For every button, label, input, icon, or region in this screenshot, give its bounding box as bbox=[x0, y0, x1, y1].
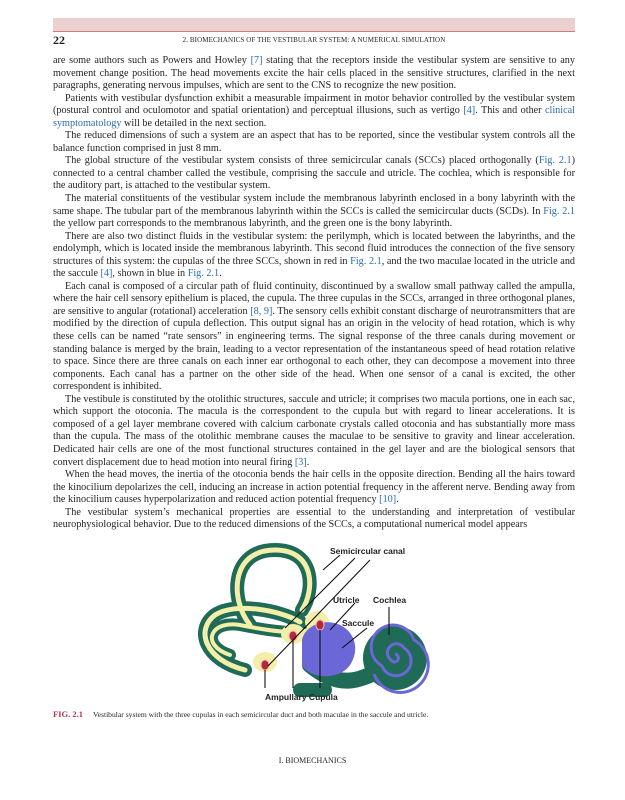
text-run: When the head moves, the inertia of the otoconia bends the hair cells in the opposite direction. Bending all the hairs toward the kinocilium depolarizes the cell, inducing an increase in action potential frequency in the afferent nerve. Bending away from the kinocilium causes hyperpolarization and reduced action potential frequency bbox=[53, 469, 575, 506]
label-semicircular-canal: Semicircular canal bbox=[330, 546, 406, 556]
reference-link[interactable]: clinical symptomatology bbox=[53, 105, 575, 129]
text-run: stating that the receptors inside the vestibular system are sensitive to any movement change position. The head movements excite the hair cells placed in the sensitive structures, clarified in the next paragraphs, generating nervous impulses, which are sent to the CNS to recognize the new position. bbox=[53, 55, 575, 92]
text-run: The vestibule is constituted by the otolithic structures, saccule and utricle; it comprises two macula portions, one in each sac, which support the otoconia. The macula is the correspondent to the cupula but with regard to linear accelerations. It is composed of a gel layer membrane covered with calcium carbonate crystals called otoconia and has substantially more mass than the cupula. The mass of the otolithic membrane causes the maculae to be sensitive to gravity and linear acceleration. Dedicated hair cells are one of the most functional structures contained in the gel layer and are the biological sensors that convert displacement due to head motion into neural firing bbox=[53, 393, 575, 468]
text-run: Patients with vestibular dysfunction exhibit a measurable impairment in motor behavior controlled by the vestibular system (postural control and oculomotor and spatial orientation) and perceptual illusions, such as vertigo bbox=[53, 92, 575, 117]
reference-link[interactable]: [10] bbox=[379, 494, 397, 506]
text-run: . bbox=[396, 494, 399, 506]
text-run: The global structure of the vestibular system consists of three semicircular canals (SCCs) placed orthogonally ( bbox=[65, 155, 539, 167]
page-number: 22 bbox=[53, 33, 65, 47]
text-run: , shown in blue in bbox=[112, 268, 188, 280]
text-run: , and the two maculae located in the utricle and the saccule bbox=[53, 255, 576, 280]
paragraph bbox=[53, 469, 575, 507]
reference-link[interactable]: Fig. 2.1 bbox=[350, 255, 382, 267]
paragraph bbox=[53, 507, 575, 532]
membranous-labyrinth bbox=[205, 550, 310, 670]
vestibule bbox=[302, 622, 355, 676]
label-saccule: Saccule bbox=[342, 618, 375, 628]
cochlea bbox=[363, 625, 428, 692]
text-run: The vestibular system’s mechanical properties are essential to the understanding and interpretation of vestibular neurophysiological behavior. Due to the reduced dimensions of the SCCs, a computational numerical model appears bbox=[53, 506, 575, 531]
paragraph bbox=[53, 231, 575, 281]
text-run: the yellow part corresponds to the membranous labyrinth, and the green one is the bony labyrinth. bbox=[53, 218, 453, 230]
text-run: . bbox=[219, 268, 222, 280]
text-run: . bbox=[306, 456, 310, 468]
vestibular-system-figure bbox=[190, 540, 440, 710]
text-run: . This and other bbox=[475, 105, 545, 117]
label-utricle: Utricle bbox=[333, 595, 360, 605]
text-run: . The sensory cells exhibit constant discharge of neurotransmitters that are modified by the direction of cupula deflection. This output signal has an origin in the velocity of head rotation, which is why these cells can be named “rate sensors” in engineering terms. The signal response of the three canals during movement or standing balance is merged by the brain, leading to a vector representation of the instantaneous speed of head rotation relative to space. Since there are three canals on each inner ear orthogonal to each other, they can decompose a movement into three components. Each canal has a partner on the other side of the head. When one sensor of a canal is excited, the other correspondent is inhibited. bbox=[53, 305, 575, 393]
header-band bbox=[53, 18, 575, 32]
paragraph bbox=[53, 193, 575, 231]
caption-text: Vestibular system with the three cupulas in each semicircular duct and both maculae in the saccule and utricle. bbox=[93, 710, 429, 719]
paragraph bbox=[53, 93, 575, 131]
figure-caption bbox=[53, 709, 575, 719]
paragraph bbox=[53, 130, 575, 155]
part-footer: I. BIOMECHANICS bbox=[278, 756, 347, 765]
caption-label: FIG. 2.1 bbox=[53, 709, 83, 719]
text-run: Each canal is composed of a circular path of fluid continuity, discontinued by a swallow small pathway called the ampulla, where the hair cell sensory epithelium is placed, the cupula. The three cupulas in the SCCs, arranged in three orthogonal planes, are sensitive to angular (rotational) acceleration bbox=[53, 280, 575, 317]
running-title: 2. BIOMECHANICS OF THE VESTIBULAR SYSTEM: A NUMERICAL SIMULATION bbox=[182, 36, 446, 44]
reference-link[interactable]: [3] bbox=[294, 456, 307, 468]
reference-link[interactable]: Fig. 2.1 bbox=[543, 205, 576, 217]
label-ampullary-cupula: Ampullary Cupula bbox=[265, 692, 338, 702]
text-run: are some authors such as Powers and Howley bbox=[53, 55, 251, 66]
paragraph bbox=[53, 394, 575, 469]
paragraph bbox=[53, 55, 575, 93]
text-run: will be detailed in the next section. bbox=[121, 117, 267, 129]
text-run: The reduced dimensions of such a system are an aspect that has to be reported, since the vestibular system controls all the balance function comprised in just 8 mm. bbox=[53, 130, 575, 154]
reference-link[interactable]: [4] bbox=[463, 105, 476, 117]
reference-link[interactable]: [4] bbox=[100, 268, 113, 280]
reference-link[interactable]: Fig. 2.1 bbox=[538, 155, 572, 167]
reference-link[interactable]: [7] bbox=[250, 55, 263, 66]
paragraph bbox=[53, 155, 575, 193]
text-run: There are also two distinct fluids in the vestibular system: the perilymph, which is located between the labyrinths, and the endolymph, which is located inside the membranous labyrinth. This second fluid introduces the connection of the five sensory structures of this system: the cupulas of the three SCCs, shown in red in bbox=[53, 230, 575, 267]
paragraph bbox=[53, 281, 575, 394]
reference-link[interactable]: Fig. 2.1 bbox=[187, 268, 220, 280]
reference-link[interactable]: [8, 9] bbox=[250, 305, 273, 317]
label-cochlea: Cochlea bbox=[373, 595, 407, 605]
text-run: ) connected to a central chamber called the vestibule, comprising the saccule and utricle. The cochlea, which is responsible for the auditory part, is attached to the vestibular system. bbox=[53, 155, 575, 192]
text-run: The material constituents of the vestibular system include the membranous labyrinth enclosed in a bony labyrinth with the same shape. The tubular part of the membranous labyrinth within the SCCs is called the semicircular ducts (SCDs). In bbox=[53, 193, 575, 217]
body-text bbox=[53, 55, 575, 532]
